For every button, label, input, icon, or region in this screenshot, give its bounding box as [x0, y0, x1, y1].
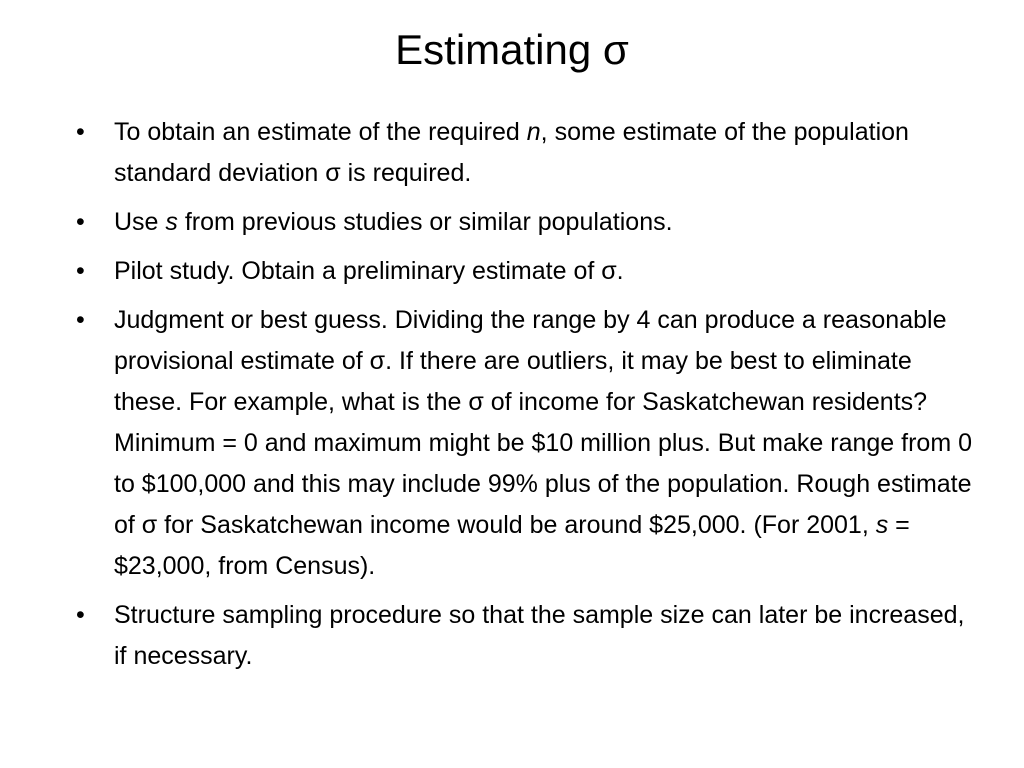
bullet-text: [114, 257, 624, 285]
bullet-item: [76, 202, 976, 243]
bullet-text: [114, 208, 673, 236]
bullet-item: [76, 112, 976, 194]
bullet-text: [114, 306, 972, 580]
bullet-item: [76, 595, 976, 677]
bullet-icon: •: [76, 306, 85, 334]
text-segment: To obtain an estimate of the required: [114, 118, 527, 146]
bullet-text: [114, 118, 909, 187]
bullet-icon: •: [76, 118, 85, 146]
text-segment: Pilot study. Obtain a preliminary estimate of σ.: [114, 257, 624, 285]
text-segment: = $23,000, from Census).: [114, 511, 910, 580]
italic-variable: s: [165, 208, 178, 236]
text-segment: Judgment or best guess. Dividing the range by 4 can produce a reasonable provisional estimate of σ. If there are outliers, it may be best to eliminate these. For example, what is the σ of income for Saskatchewan residents? Minimum = 0 and maximum might be $10 million plus. But make range from 0 to $100,000 and this may include 99% plus of the population. Rough estimate of σ for Saskatchewan income would be around $25,000. (For 2001,: [114, 306, 972, 539]
bullet-icon: •: [76, 601, 85, 629]
text-segment: Structure sampling procedure so that the sample size can later be increased, if necessary.: [114, 601, 965, 670]
text-segment: Use: [114, 208, 166, 236]
bullet-item: [76, 251, 976, 292]
italic-variable: s: [875, 511, 889, 539]
bullet-text: [114, 601, 964, 670]
italic-variable: n: [526, 118, 541, 146]
slide-title: Estimating σ: [395, 26, 629, 73]
bullet-list: [76, 112, 976, 685]
text-segment: from previous studies or similar populations.: [177, 208, 673, 236]
bullet-icon: •: [76, 208, 85, 236]
text-segment: , some estimate of the population standard deviation σ is required.: [114, 118, 909, 187]
bullet-icon: •: [76, 257, 85, 285]
bullet-item: [76, 300, 976, 587]
